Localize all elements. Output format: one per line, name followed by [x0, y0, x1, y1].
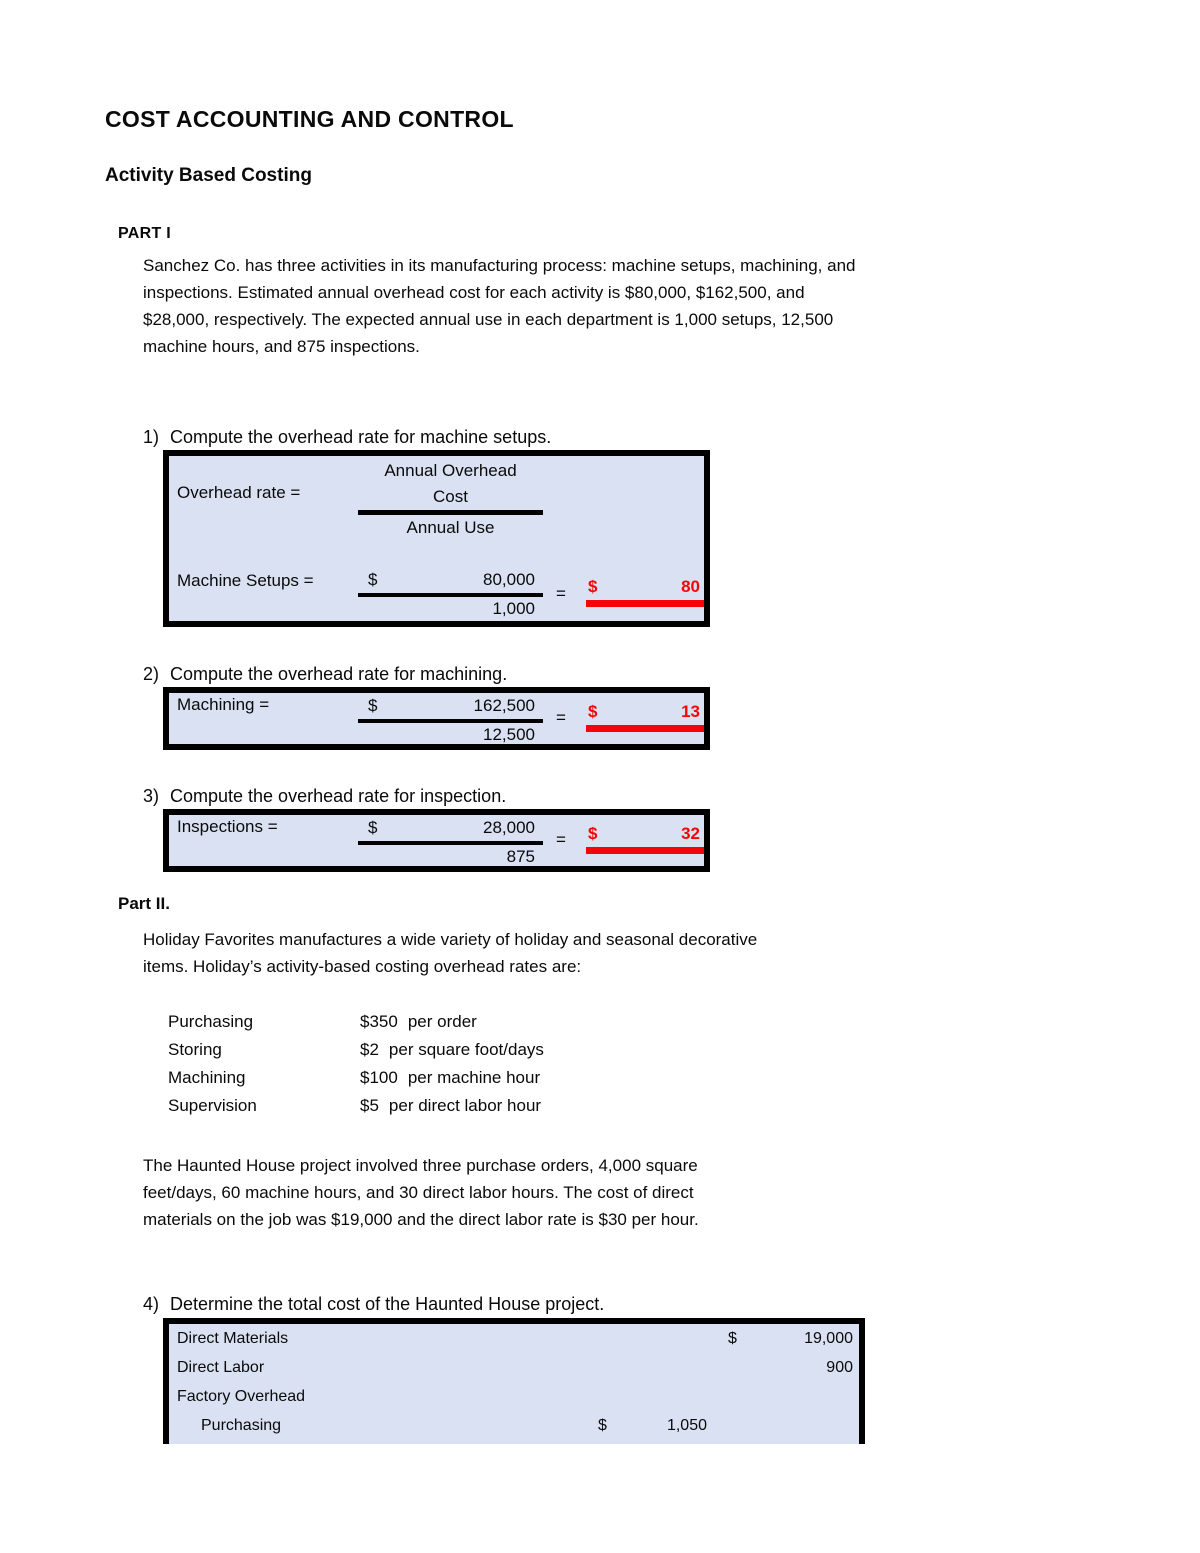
part2-intro-paragraph [143, 926, 757, 980]
machining-rate-box [163, 687, 710, 750]
numerator-value: 162,500 [473, 696, 535, 715]
text-line: inspections. Estimated annual overhead cost for each activity is $80,000, $162,500, and [143, 283, 805, 302]
table-row-direct-materials [169, 1324, 859, 1353]
question3-text: Compute the overhead rate for inspection. [170, 786, 507, 806]
amount-value: 19,000 [804, 1330, 853, 1347]
rate-unit: per direct labor hour [388, 1096, 542, 1115]
haunted-house-paragraph [143, 1152, 699, 1233]
question1-text: Compute the overhead rate for machine setups. [170, 427, 552, 447]
machining-label: Machining = [177, 695, 270, 714]
result-value: 13 [681, 702, 700, 721]
equals-sign: = [556, 708, 566, 727]
currency-sign: $ [368, 696, 378, 715]
question1-number: 1) [143, 427, 160, 447]
fraction-numerator [358, 693, 543, 719]
inspections-fraction [358, 815, 543, 869]
question4-text: Determine the total cost of the Haunted House project. [170, 1294, 605, 1314]
machine-setups-rate-box [163, 450, 710, 627]
result-value: 80 [681, 577, 700, 596]
result-value: 32 [681, 824, 700, 843]
rate-unit: per machine hour [407, 1068, 541, 1087]
mid-amount-cell [594, 1411, 709, 1440]
numerator-value: 28,000 [483, 818, 535, 837]
rate-row-storing [168, 1036, 544, 1064]
table-row-purchasing [169, 1411, 859, 1440]
rate-row-purchasing [168, 1008, 544, 1036]
question1-heading [143, 425, 551, 449]
right-amount-cell [721, 1324, 859, 1353]
rate-amount: $2 [360, 1040, 379, 1059]
right-amount-cell [721, 1353, 859, 1382]
fraction-numerator [358, 815, 543, 841]
currency-sign: $ [598, 1417, 607, 1434]
currency-sign: $ [368, 570, 378, 589]
rate-amount: $5 [360, 1096, 379, 1115]
equals-sign: = [556, 830, 566, 849]
overhead-rate-label: Overhead rate = [177, 483, 301, 502]
numerator-value: 80,000 [483, 570, 535, 589]
row-label: Direct Materials [177, 1330, 289, 1347]
formula-numerator-line1: Annual Overhead [384, 461, 517, 480]
row-label: Factory Overhead [177, 1388, 306, 1405]
rate-activity: Machining [168, 1068, 246, 1087]
text-line: feet/days, 60 machine hours, and 30 direct labor hours. The cost of direct [143, 1183, 694, 1202]
machining-fraction [358, 693, 543, 747]
rate-amount: $100 [360, 1068, 398, 1087]
table-row-direct-labor [169, 1353, 859, 1382]
text-line: items. Holiday’s activity-based costing overhead rates are: [143, 957, 582, 976]
rate-activity: Supervision [168, 1096, 257, 1115]
mid-amount-cell [594, 1353, 709, 1382]
inspections-label: Inspections = [177, 817, 278, 836]
part1-intro-paragraph [143, 252, 855, 360]
text-line: Holiday Favorites manufactures a wide variety of holiday and seasonal decorative [143, 930, 758, 949]
fraction-numerator [358, 567, 543, 593]
currency-sign: $ [368, 818, 378, 837]
part1-heading: PART I [118, 225, 172, 242]
currency-sign: $ [728, 1330, 737, 1347]
formula-numerator-line2: Cost [433, 487, 468, 506]
question2-number: 2) [143, 664, 160, 684]
amount-value: 900 [826, 1359, 853, 1376]
overhead-rates-list [168, 1008, 544, 1120]
text-line: The Haunted House project involved three purchase orders, 4,000 square [143, 1156, 698, 1175]
result-machine-setups [586, 574, 704, 607]
row-label: Purchasing [201, 1417, 282, 1434]
part2-heading: Part II. [118, 894, 170, 913]
right-amount-cell [721, 1382, 859, 1411]
result-currency-sign: $ [588, 824, 598, 843]
machine-setups-label: Machine Setups = [177, 571, 314, 590]
question4-heading [143, 1292, 604, 1316]
result-currency-sign: $ [588, 577, 598, 596]
total-cost-table [163, 1318, 865, 1444]
question2-text: Compute the overhead rate for machining. [170, 664, 508, 684]
question3-heading [143, 784, 506, 808]
document-title: COST ACCOUNTING AND CONTROL [105, 106, 514, 132]
text-line: Sanchez Co. has three activities in its manufacturing process: machine setups, machining, and [143, 256, 856, 275]
rate-activity: Storing [168, 1040, 222, 1059]
result-currency-sign: $ [588, 702, 598, 721]
result-inspections [586, 821, 704, 854]
rate-unit: per square foot/days [388, 1040, 544, 1059]
equals-sign: = [556, 584, 566, 603]
inspections-rate-box [163, 809, 710, 872]
text-line: machine hours, and 875 inspections. [143, 337, 420, 356]
formula-denominator: Annual Use [406, 518, 495, 537]
amount-value: 1,050 [666, 1417, 707, 1434]
mid-amount-cell [594, 1382, 709, 1411]
denominator-value: 12,500 [483, 725, 535, 744]
denominator-value: 1,000 [492, 599, 535, 618]
machine-setups-fraction [358, 567, 543, 621]
row-label: Direct Labor [177, 1359, 265, 1376]
document-subtitle: Activity Based Costing [105, 165, 312, 186]
text-line: materials on the job was $19,000 and the direct labor rate is $30 per hour. [143, 1210, 699, 1229]
overhead-rate-formula-fraction [358, 458, 543, 541]
rate-row-machining [168, 1064, 544, 1092]
table-row-factory-overhead [169, 1382, 859, 1411]
question4-number: 4) [143, 1294, 160, 1314]
rate-row-supervision [168, 1092, 544, 1120]
question2-heading [143, 662, 507, 686]
text-line: $28,000, respectively. The expected annual use in each department is 1,000 setups, 12,500 [143, 310, 834, 329]
denominator-value: 875 [506, 847, 535, 866]
rate-amount: $350 [360, 1012, 398, 1031]
rate-activity: Purchasing [168, 1012, 254, 1031]
question3-number: 3) [143, 786, 160, 806]
right-amount-cell [721, 1411, 859, 1440]
rate-unit: per order [407, 1012, 477, 1031]
result-machining [586, 699, 704, 732]
mid-amount-cell [594, 1324, 709, 1353]
